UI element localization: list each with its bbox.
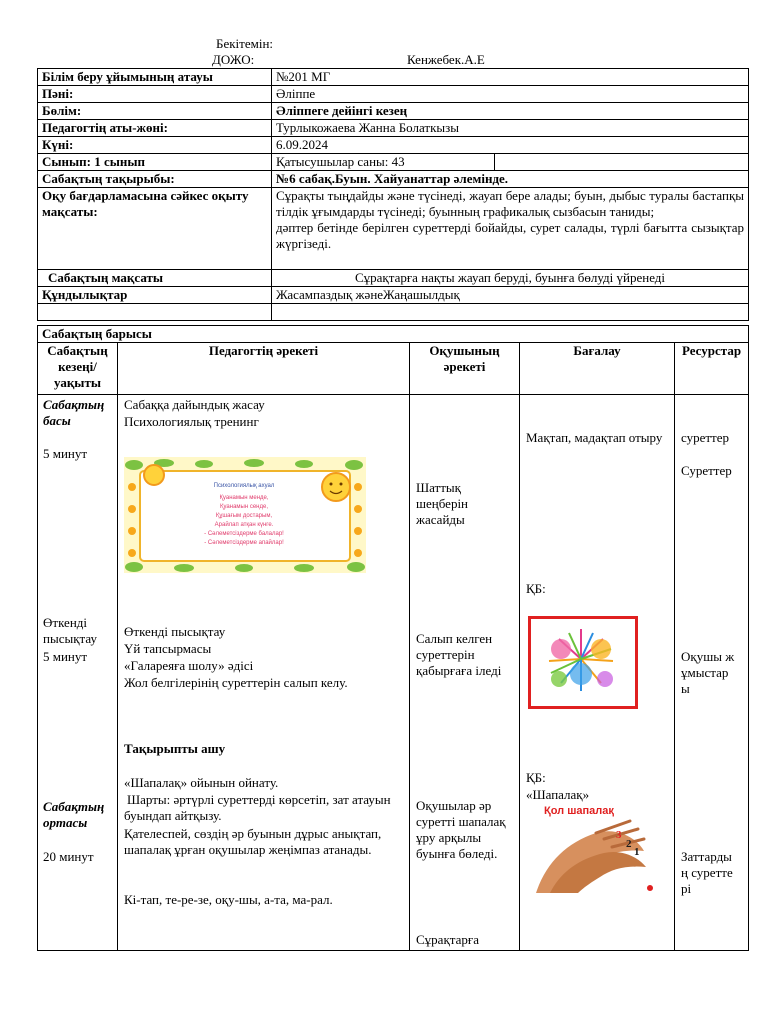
progress-title: Сабақтың барысы (38, 326, 749, 343)
assessment-cell (520, 395, 675, 951)
clap-digit: 3 (616, 829, 622, 841)
teacher-label: Педагогтің аты-жөні: (38, 120, 272, 137)
poster-line: Қуанамын сенде, (220, 504, 268, 510)
stage-cell (38, 395, 118, 951)
teacher-new-topic: Тақырыпты ашу (124, 741, 226, 756)
class-label: Сынып: 1 сынып (38, 154, 272, 171)
goals-text-2: дәптер бетінде берілген суреттерді бойайды, сурет салады, түрлі бағытта сызықтар жүргізеді. (276, 220, 745, 251)
stage-review-time: 5 минут (43, 649, 88, 664)
poster-line: Қуанамын менде, (219, 495, 269, 501)
student-clap: Оқушылар әр суретті шапалақ ұру арқылы буынға бөледі. (416, 798, 506, 861)
assessment-fb2: ҚБ: (526, 770, 546, 785)
assessment-fb2-name: «Шапалақ» (526, 787, 590, 802)
student-cell (410, 395, 520, 951)
poster-line: Арайлап атқан күнге. (214, 522, 274, 528)
lesson-progress-table (37, 325, 749, 951)
header-stage: Сабақтың кезеңі/ уақыты (38, 343, 118, 395)
teacher-game: «Шапалақ» ойынын ойнату. (124, 775, 279, 790)
poster-title: Психологиялық ахуал (213, 483, 275, 489)
goals-value (272, 188, 749, 270)
goals-text-1: Сұрақты тыңдайды және түсінеді, жауап бере алады; буын, дыбыс туралы бастапқы тілдік ұғымдарды түсінеді; буынның графикалық сызбасын таниды; (276, 188, 745, 219)
participants-value: Қатысушылар саны: 43 (272, 154, 495, 171)
clap-digit: 1 (634, 846, 640, 858)
assessment-fb1: ҚБ: (526, 581, 546, 596)
resource-pictures: суреттер (681, 430, 730, 445)
role-label: ДОЖО: (212, 52, 255, 67)
header-teacher: Педагогтің әрекеті (118, 343, 410, 395)
student-answers: Сұрақтарға (416, 932, 479, 947)
teacher-homework: Үй тапсырмасы (124, 641, 212, 656)
topic-label: Сабақтың тақырыбы: (38, 171, 272, 188)
teacher-words: Кі-тап, те-ре-зе, оқу-шы, а-та, ма-рал. (124, 892, 333, 907)
empty-cell (495, 154, 749, 171)
date-label: Күні: (38, 137, 272, 154)
lesson-info-table (37, 68, 749, 321)
org-value: №201 МГ (272, 69, 749, 86)
fireworks-image (528, 616, 638, 709)
poster-line: - Сәлеметсіздерме балалар! (204, 531, 284, 537)
teacher-review-title: Өткенді пысықтау (124, 624, 226, 639)
teacher-prep: Сабаққа дайындық жасау (124, 397, 265, 412)
aim-value: Сұрақтарға нақты жауап беруді, буынға бөлуді үйренеді (272, 270, 749, 287)
resource-object-pictures: Заттардың суреттері (681, 849, 733, 896)
org-label: Білім беру ұйымының атауы (38, 69, 272, 86)
resources-cell (675, 395, 749, 951)
student-circle: Шаттық шеңберін жасайды (416, 480, 469, 527)
poster-lines (164, 494, 324, 548)
stage-middle-name: Сабақтың ортасы (43, 799, 105, 830)
teacher-rules: Шарты: әртүрлі суреттерді көрсетіп, зат атауын буындап айтқызу. (124, 792, 391, 823)
subject-label: Пәні: (38, 86, 272, 103)
resource-pictures-2: Суреттер (681, 463, 732, 478)
blank-cell-1 (38, 304, 272, 321)
poster-line: Құшағым достарым, (215, 513, 273, 519)
clap-title: Қол шапалақ (544, 805, 614, 817)
clap-digit: 2 (626, 838, 632, 850)
teacher-rules2: Қателеспей, сөздің әр буынын дұрыс анықтап, шапалақ ұрған оқушылар жеңімпаз атанады. (124, 826, 382, 857)
values-value: Жасампаздық жәнеЖаңашылдық (272, 287, 749, 304)
stage-start-name: Сабақтың басы (43, 397, 105, 428)
teacher-cell (118, 395, 410, 951)
header-resources: Ресурстар (675, 343, 749, 395)
stage-middle-time: 20 минут (43, 849, 94, 864)
subject-value: Әліппе (272, 86, 749, 103)
section-value: Әліппеге дейінгі кезең (272, 103, 749, 120)
clapping-hands-image (526, 803, 656, 898)
topic-value: №6 сабақ.Буын. Хайуанаттар әлемінде. (272, 171, 749, 188)
teacher-value: Турлыкожаева Жанна Болаткызы (272, 120, 749, 137)
resource-student-works: Оқушы жұмыстары (681, 649, 735, 696)
header-assessment: Бағалау (520, 343, 675, 395)
student-pictures: Салып келген суреттерін қабырғаға іледі (416, 631, 502, 678)
teacher-method: «Галареяға шолу» әдісі (124, 658, 254, 673)
teacher-training: Психологиялық тренинг (124, 414, 259, 429)
goals-label: Оқу бағдарламасына сәйкес оқыту мақсаты: (38, 188, 272, 270)
approver-name: Кенжебек.А.Е (407, 52, 485, 67)
teacher-task: Жол белгілерінің суреттерін салып келу. (124, 675, 348, 690)
stage-start-time: 5 минут (43, 446, 88, 461)
stage-review-name: Өткенді пысықтау (43, 615, 97, 646)
aim-label: Сабақтың мақсаты (38, 270, 272, 287)
date-value: 6.09.2024 (272, 137, 749, 154)
assessment-praise: Мақтап, мадақтап отыру (526, 430, 663, 445)
poster-line: - Сәлеметсіздерме апайлар! (204, 540, 284, 546)
psychology-poster (124, 457, 366, 573)
blank-cell-2 (272, 304, 749, 321)
header-student: Оқушының әрекеті (410, 343, 520, 395)
values-label: Құндылықтар (38, 287, 272, 304)
section-label: Бөлім: (38, 103, 272, 120)
approve-label: Бекітемін: (216, 36, 274, 51)
